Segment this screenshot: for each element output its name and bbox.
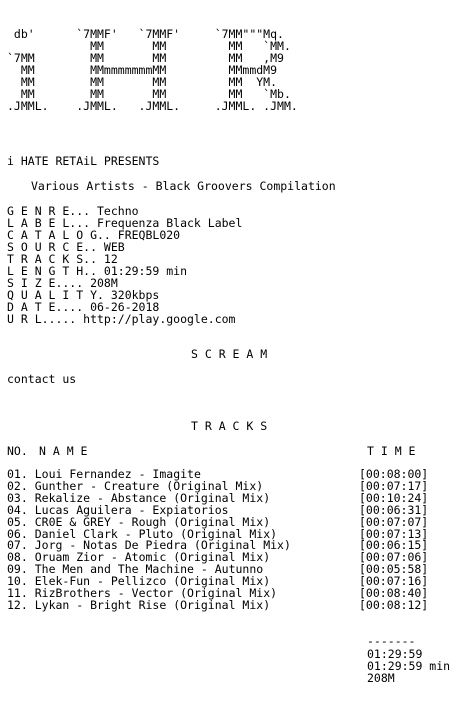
track-number: 03.: [7, 490, 28, 505]
tracks-heading: T R A C K S: [191, 419, 268, 433]
column-header-time: T I M E: [367, 444, 416, 458]
column-header-name: N A M E: [39, 444, 88, 458]
track-number: 09.: [7, 562, 28, 577]
track-time: [00:10:24]: [359, 490, 429, 505]
track-time: [00:08:00]: [359, 467, 429, 481]
track-time: [00:06:15]: [359, 538, 429, 553]
track-number: 01.: [7, 467, 28, 481]
info-size: S I Z E.... 208M: [7, 276, 118, 290]
release-title: Various Artists - Black Groovers Compilation: [31, 179, 336, 193]
track-number: 05.: [7, 514, 28, 529]
info-source: S O U R C E.. WEB: [7, 240, 125, 254]
track-time: [00:07:17]: [359, 478, 429, 493]
track-title: Jorg - Notas De Piedra (Original Mix): [34, 538, 291, 553]
track-number: 11.: [7, 586, 28, 600]
info-date: D A T E.... 06-26-2018: [7, 300, 160, 314]
track-number: 07.: [7, 538, 28, 553]
totals-divider: -------: [367, 634, 416, 648]
track-number: 04.: [7, 502, 28, 517]
track-title: RizBrothers - Vector (Original Mix): [34, 586, 278, 600]
info-tracks: T R A C K S.. 12: [7, 252, 118, 266]
track-title: Oruam Zior - Atomic (Original Mix): [34, 550, 271, 565]
track-time: [00:07:07]: [359, 514, 429, 529]
track-title: Daniel Clark - Pluto (Original Mix): [34, 526, 278, 541]
track-title: Elek-Fun - Pellizco (Original Mix): [34, 574, 271, 589]
info-length: L E N G T H.. 01:29:59 min: [7, 264, 188, 278]
track-time: [00:05:58]: [359, 562, 429, 577]
info-catalog: C A T A L O G.. FREQBL020: [7, 228, 181, 242]
track-time: [00:08:40]: [359, 586, 429, 600]
column-header-no: NO.: [7, 444, 28, 458]
total-length: 01:29:59 min: [367, 659, 451, 673]
contact-link[interactable]: contact us: [7, 372, 77, 386]
info-quality: Q U A L I T Y. 320kbps: [7, 288, 160, 302]
info-label: L A B E L... Frequenza Black Label: [7, 216, 243, 230]
total-time: 01:29:59: [367, 647, 423, 661]
track-title: CR0E & GREY - Rough (Original Mix): [34, 514, 271, 529]
scream-heading: S C R E A M: [191, 347, 268, 361]
track-time: [00:08:12]: [359, 597, 429, 612]
info-genre: G E N R E... Techno: [7, 204, 139, 218]
track-time: [00:07:13]: [359, 526, 429, 541]
track-number: 06.: [7, 526, 28, 541]
info-url: U R L..... http://play.google.com: [7, 312, 236, 326]
track-title: Lucas Aguilera - Expiatorios: [34, 502, 229, 517]
track-number: 08.: [7, 550, 28, 565]
track-number: 12.: [7, 597, 28, 612]
track-title: The Men and The Machine - Autunno: [34, 562, 264, 577]
track-time: [00:06:31]: [359, 502, 429, 517]
track-title: Gunther - Creature (Original Mix): [34, 478, 264, 493]
presents-line: i HATE RETAiL PRESENTS: [7, 154, 160, 168]
logo-ascii-art: db' `7MMF' `7MMF' `7MM"""Mq. MM MM MM `MM. `7MM MM MM MM ,M9 MM MMmmmmmmmMM MMmmdM9 MM MM MM MM YM. MM MM MM MM `Mb. .JMML. .JMML. .JMML. .JMML. .JMM.: [7, 27, 298, 113]
track-title: Loui Fernandez - Imagite: [34, 467, 201, 481]
track-row: [7, 599, 467, 611]
track-title: Lykan - Bright Rise (Original Mix): [34, 597, 271, 612]
total-size: 208M: [367, 671, 395, 685]
track-title: Rekalize - Abstance (Original Mix): [34, 490, 271, 505]
track-time: [00:07:16]: [359, 574, 429, 589]
track-number: 10.: [7, 574, 28, 589]
track-number: 02.: [7, 478, 28, 493]
track-time: [00:07:06]: [359, 550, 429, 565]
